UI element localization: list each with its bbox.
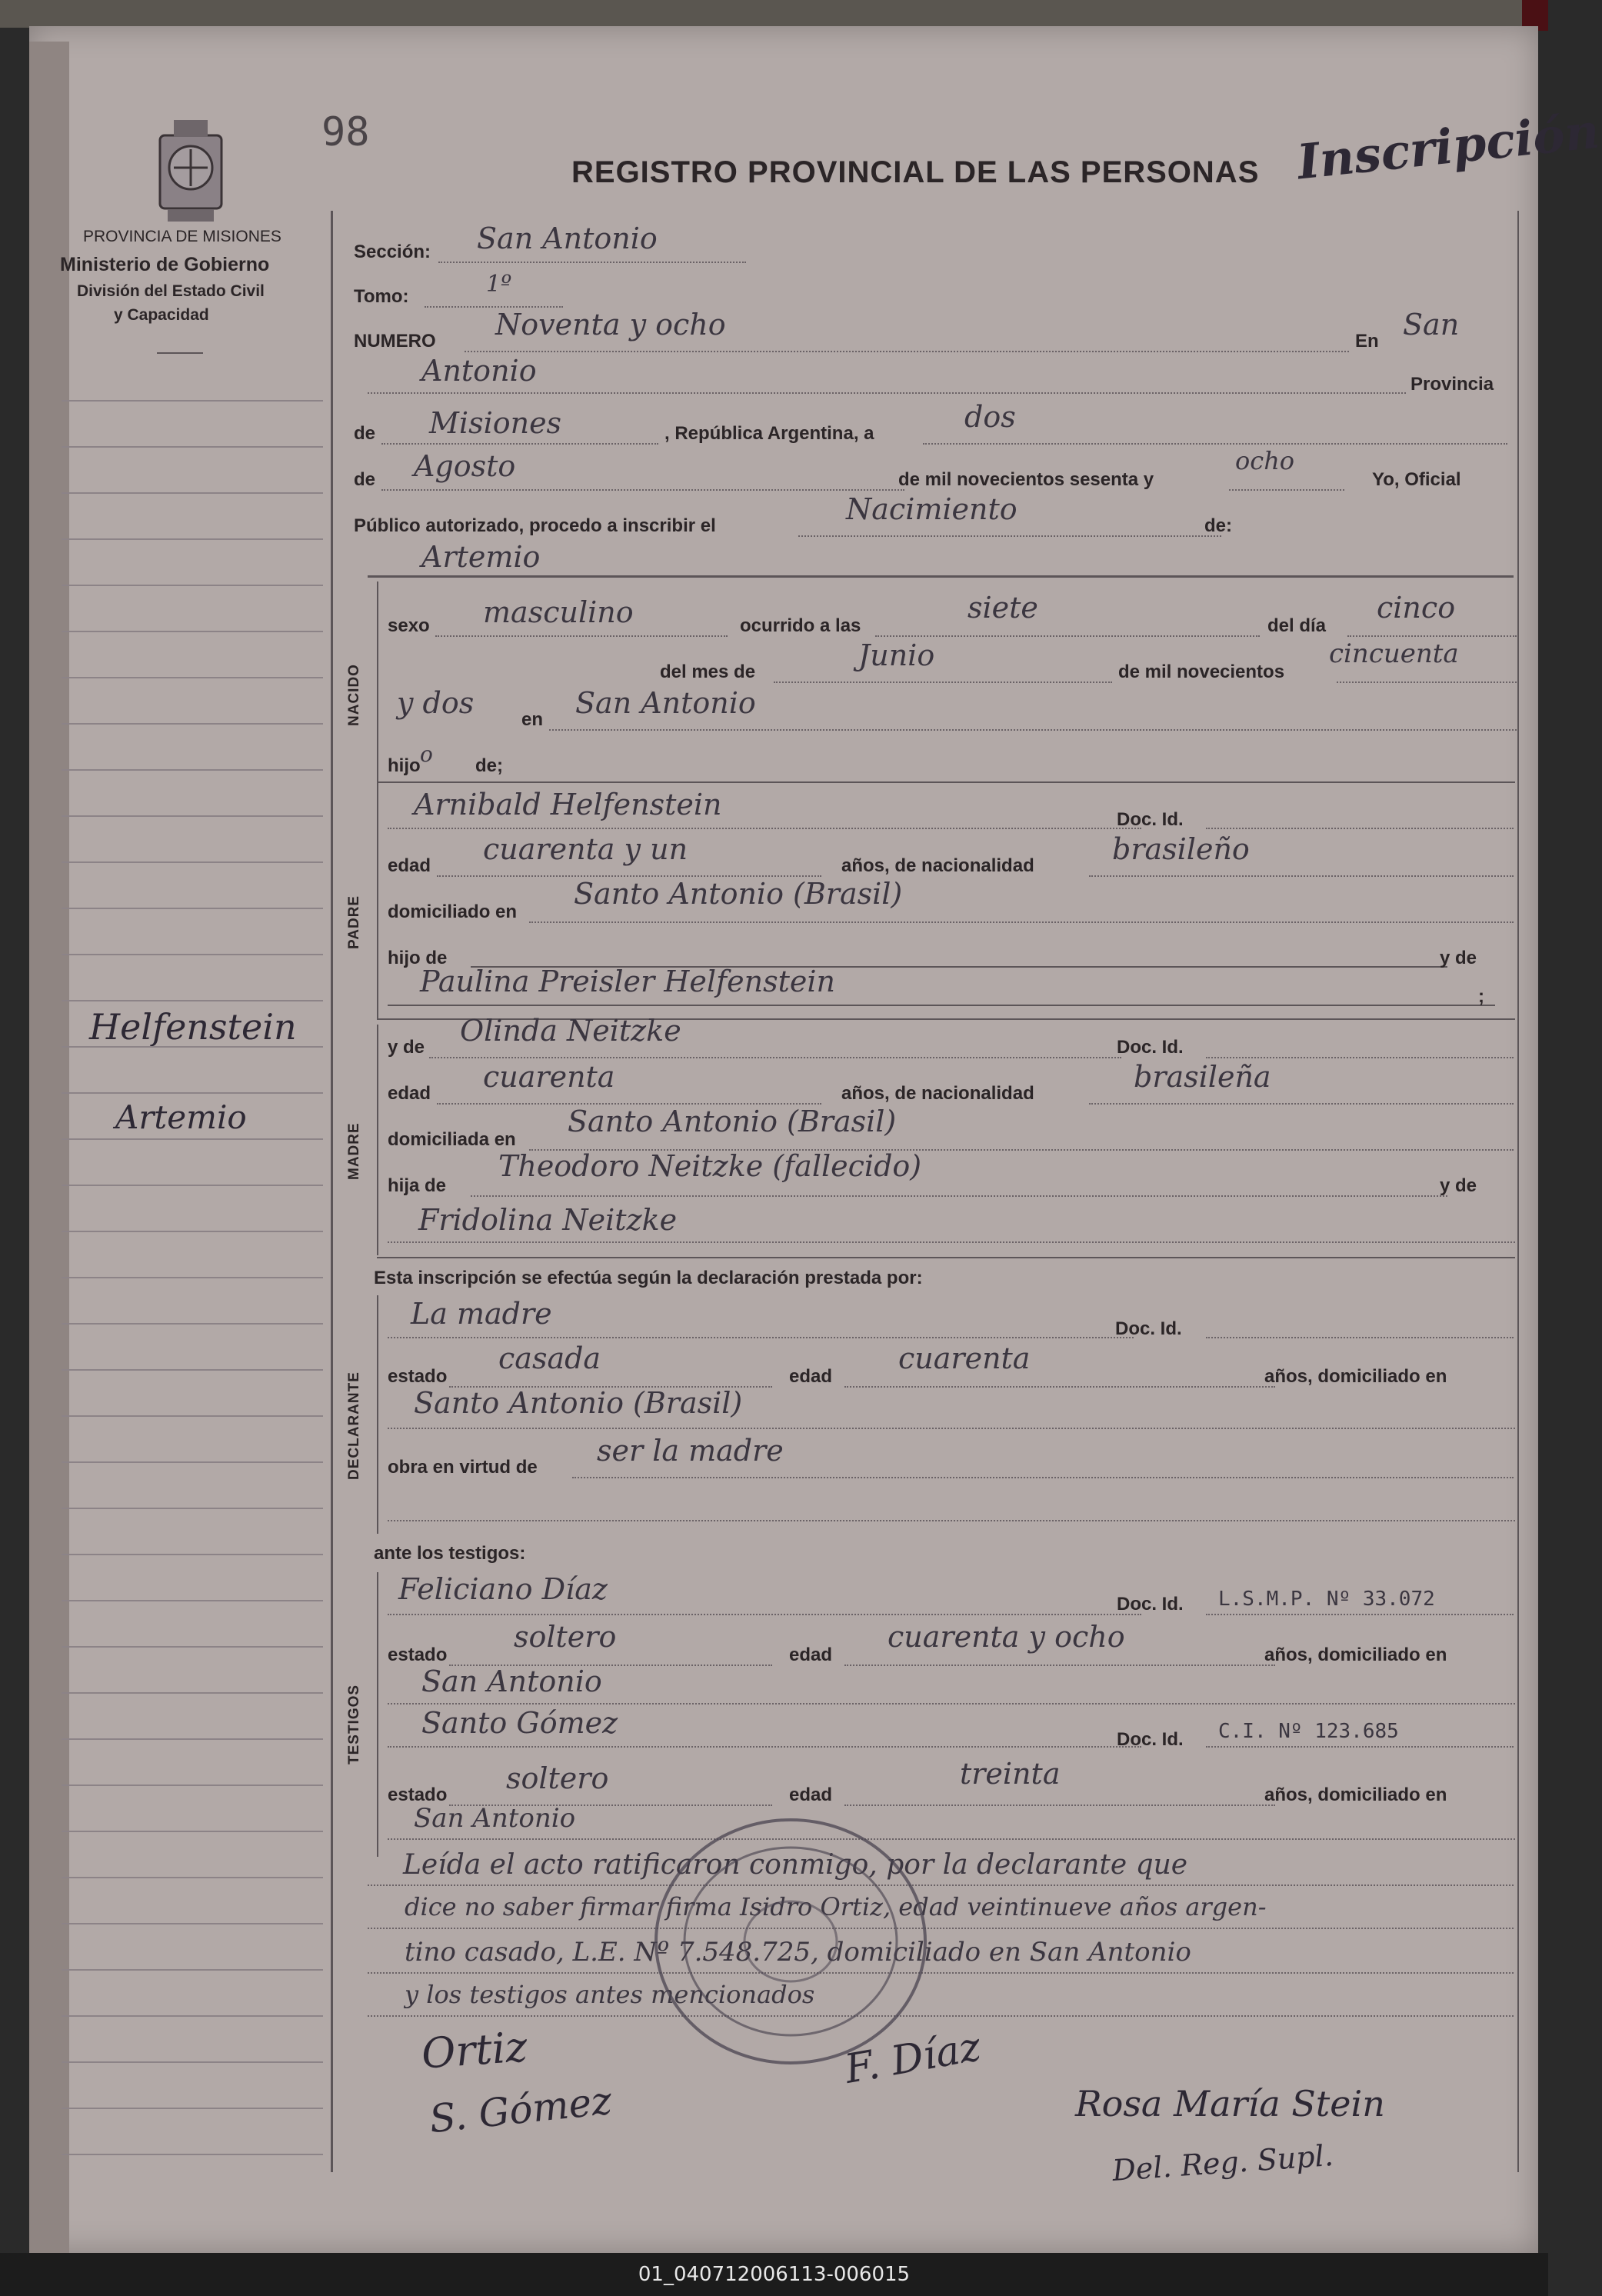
- padre-nac-label: años, de nacionalidad: [841, 855, 1034, 876]
- padre-name: Arnibald Helfenstein: [414, 788, 722, 821]
- madre-edad-value: cuarenta: [483, 1060, 615, 1094]
- declarante-obra-value: ser la madre: [597, 1434, 784, 1468]
- day-value: dos: [964, 400, 1016, 434]
- madre-section-label: MADRE: [346, 1122, 362, 1180]
- madre-nac-label: años, de nacionalidad: [841, 1083, 1034, 1104]
- de2-label: de: [354, 469, 376, 490]
- declarante-anios-label: años, domiciliado en: [1264, 1366, 1447, 1387]
- left-header-rule: [157, 352, 203, 354]
- padre-nac-value: brasileño: [1112, 832, 1250, 866]
- declarante-name: La madre: [411, 1297, 552, 1331]
- hijo-suffix: de;: [475, 755, 503, 776]
- signature-official: Rosa María Stein: [1075, 2083, 1385, 2124]
- province-value: Misiones: [429, 406, 562, 440]
- corner-annotation: Inscripción: [1294, 102, 1602, 191]
- right-border: [1517, 211, 1519, 2172]
- dia-value: cinco: [1377, 591, 1456, 625]
- declarante-dom-value: Santo Antonio (Brasil): [414, 1386, 743, 1420]
- closing-line-2: dice no saber firmar firma Isidro Ortiz, edad veintinueve años argen-: [405, 1892, 1267, 1921]
- signature-witness-2: S. Gómez: [427, 2078, 614, 2142]
- tomo-label: Tomo:: [354, 286, 409, 307]
- madre-name: Olinda Neitzke: [460, 1014, 681, 1048]
- mes-label: del mes de: [660, 661, 756, 682]
- margin-divider: [331, 211, 333, 2172]
- padre-edad-label: edad: [388, 855, 431, 876]
- madre-nac-value: brasileña: [1134, 1060, 1271, 1094]
- padre-edad-value: cuarenta y un: [483, 832, 688, 866]
- left-header-division: División del Estado Civil: [77, 282, 265, 300]
- declarante-section-label: DECLARANTE: [346, 1371, 362, 1480]
- en-label-nacido: en: [521, 709, 544, 730]
- republica-label: , República Argentina, a: [664, 423, 874, 444]
- madre-dom-label: domiciliada en: [388, 1129, 516, 1150]
- left-header-province: PROVINCIA DE MISIONES: [83, 228, 281, 245]
- declarante-obra-label: obra en virtud de: [388, 1457, 538, 1478]
- testigo2-edad-label: edad: [789, 1784, 833, 1805]
- place-continued: Antonio: [421, 354, 537, 388]
- madre-doc-label: Doc. Id.: [1117, 1037, 1184, 1058]
- left-header-capacity: y Capacidad: [114, 306, 209, 324]
- padre-hijo-label: hijo de: [388, 948, 448, 968]
- madre-dom-value: Santo Antonio (Brasil): [568, 1105, 897, 1138]
- scan-file-id: 01_040712006113-006015: [0, 2253, 1548, 2296]
- de1-label: de: [354, 423, 376, 444]
- sexo-value: masculino: [483, 595, 634, 629]
- testigo2-doc-label: Doc. Id.: [1117, 1729, 1184, 1750]
- margin-note-surname: Helfenstein: [89, 1006, 297, 1048]
- declarante-estado-value: casada: [498, 1341, 601, 1375]
- province-crest-icon: [145, 112, 237, 235]
- month-value: Agosto: [414, 449, 516, 483]
- padre-semicolon: ;: [1478, 986, 1484, 1007]
- testigo2-name: Santo Gómez: [421, 1706, 618, 1740]
- padre-dom-value: Santo Antonio (Brasil): [574, 877, 903, 911]
- sexo-label: sexo: [388, 615, 430, 636]
- oficial-label: Yo, Oficial: [1372, 469, 1461, 490]
- padre-dom-label: domiciliado en: [388, 901, 518, 922]
- padre-parents: Paulina Preisler Helfenstein: [420, 965, 835, 998]
- de3-label: de:: [1204, 515, 1232, 536]
- padre-section-label: PADRE: [346, 895, 362, 949]
- book-binding-top: [0, 0, 1548, 28]
- registrant-name: Artemio: [421, 540, 541, 574]
- testigo1-edad-value: cuarenta y ocho: [888, 1620, 1125, 1654]
- madre-mother: Fridolina Neitzke: [418, 1203, 678, 1237]
- hora-value: siete: [968, 591, 1038, 625]
- madre-yde-label: y de: [388, 1037, 425, 1058]
- anio-value: cincuenta: [1329, 638, 1459, 669]
- ocurrido-label: ocurrido a las: [740, 615, 861, 636]
- numero-label: NUMERO: [354, 331, 436, 352]
- tomo-value: 1º: [486, 271, 512, 298]
- testigo2-estado-value: soltero: [506, 1761, 609, 1795]
- testigo1-estado-label: estado: [388, 1645, 448, 1665]
- testigo2-dom-value: San Antonio: [414, 1803, 576, 1834]
- seccion-value: San Antonio: [477, 222, 658, 255]
- page-number: 98: [321, 109, 370, 155]
- testigo1-doc-value: L.S.M.P. Nº 33.072: [1218, 1588, 1435, 1611]
- padre-doc-label: Doc. Id.: [1117, 809, 1184, 830]
- closing-line-1: Leída el acto ratificaron conmigo, por la declarante que: [403, 1849, 1188, 1881]
- en-value: San: [1403, 308, 1460, 342]
- document-title: REGISTRO PROVINCIAL DE LAS PERSONAS: [571, 155, 1260, 189]
- signature-informant: Ortiz: [419, 2022, 529, 2078]
- seccion-label: Sección:: [354, 242, 431, 262]
- testigo2-estado-label: estado: [388, 1784, 448, 1805]
- provincia-label: Provincia: [1410, 374, 1494, 395]
- anio-continued: y dos: [397, 686, 475, 720]
- nacido-section-label: NACIDO: [346, 664, 362, 726]
- declarante-edad-value: cuarenta: [898, 1341, 1031, 1375]
- testigo2-doc-value: C.I. Nº 123.685: [1218, 1720, 1399, 1743]
- acto-value: Nacimiento: [846, 492, 1017, 526]
- signature-witness-1: F. Díaz: [841, 2024, 984, 2093]
- closing-line-3: tino casado, L.E. Nº 7.548.725, domiciliado en San Antonio: [405, 1937, 1191, 1968]
- testigo2-anios-label: años, domiciliado en: [1264, 1784, 1447, 1805]
- lugar-value: San Antonio: [575, 686, 756, 720]
- hijo-label: hijo: [388, 755, 421, 776]
- official-title: Del. Reg. Supl.: [1111, 2138, 1335, 2188]
- declarante-doc-label: Doc. Id.: [1115, 1318, 1182, 1339]
- left-header-ministry: Ministerio de Gobierno: [60, 254, 270, 275]
- publico-label: Público autorizado, procedo a inscribir el: [354, 515, 716, 536]
- declarante-intro: Esta inscripción se efectúa según la declaración prestada por:: [374, 1268, 923, 1288]
- madre-father: Theodoro Neitzke (fallecido): [498, 1149, 922, 1183]
- testigo1-estado-value: soltero: [514, 1620, 617, 1654]
- testigos-section-label: TESTIGOS: [346, 1684, 362, 1764]
- testigo2-edad-value: treinta: [960, 1757, 1061, 1791]
- madre-yde2-label: y de: [1440, 1175, 1477, 1196]
- closing-line-4: y los testigos antes mencionados: [405, 1980, 815, 2009]
- year-value: ocho: [1235, 446, 1295, 475]
- numero-value: Noventa y ocho: [495, 308, 726, 342]
- madre-edad-label: edad: [388, 1083, 431, 1104]
- official-seal-stamp: [644, 1811, 937, 2072]
- mes-value: Junio: [858, 638, 935, 672]
- hijo-o-mark: o: [420, 741, 433, 767]
- testigo1-doc-label: Doc. Id.: [1117, 1594, 1184, 1615]
- padre-yde-label: y de: [1440, 948, 1477, 968]
- testigo1-edad-label: edad: [789, 1645, 833, 1665]
- testigo1-anios-label: años, domiciliado en: [1264, 1645, 1447, 1665]
- testigo1-dom-value: San Antonio: [421, 1665, 602, 1698]
- mil-label-nacido: de mil novecientos: [1118, 661, 1285, 682]
- en-label: En: [1355, 331, 1379, 352]
- madre-hija-label: hija de: [388, 1175, 447, 1196]
- dia-label: del día: [1267, 615, 1327, 636]
- margin-note-given: Artemio: [115, 1098, 247, 1136]
- testigos-intro: ante los testigos:: [374, 1543, 526, 1564]
- mil-novecientos-label: de mil novecientos sesenta y: [898, 469, 1154, 490]
- declarante-edad-label: edad: [789, 1366, 833, 1387]
- testigo1-name: Feliciano Díaz: [398, 1572, 608, 1606]
- declarante-estado-label: estado: [388, 1366, 448, 1387]
- page-gutter: [29, 42, 69, 2280]
